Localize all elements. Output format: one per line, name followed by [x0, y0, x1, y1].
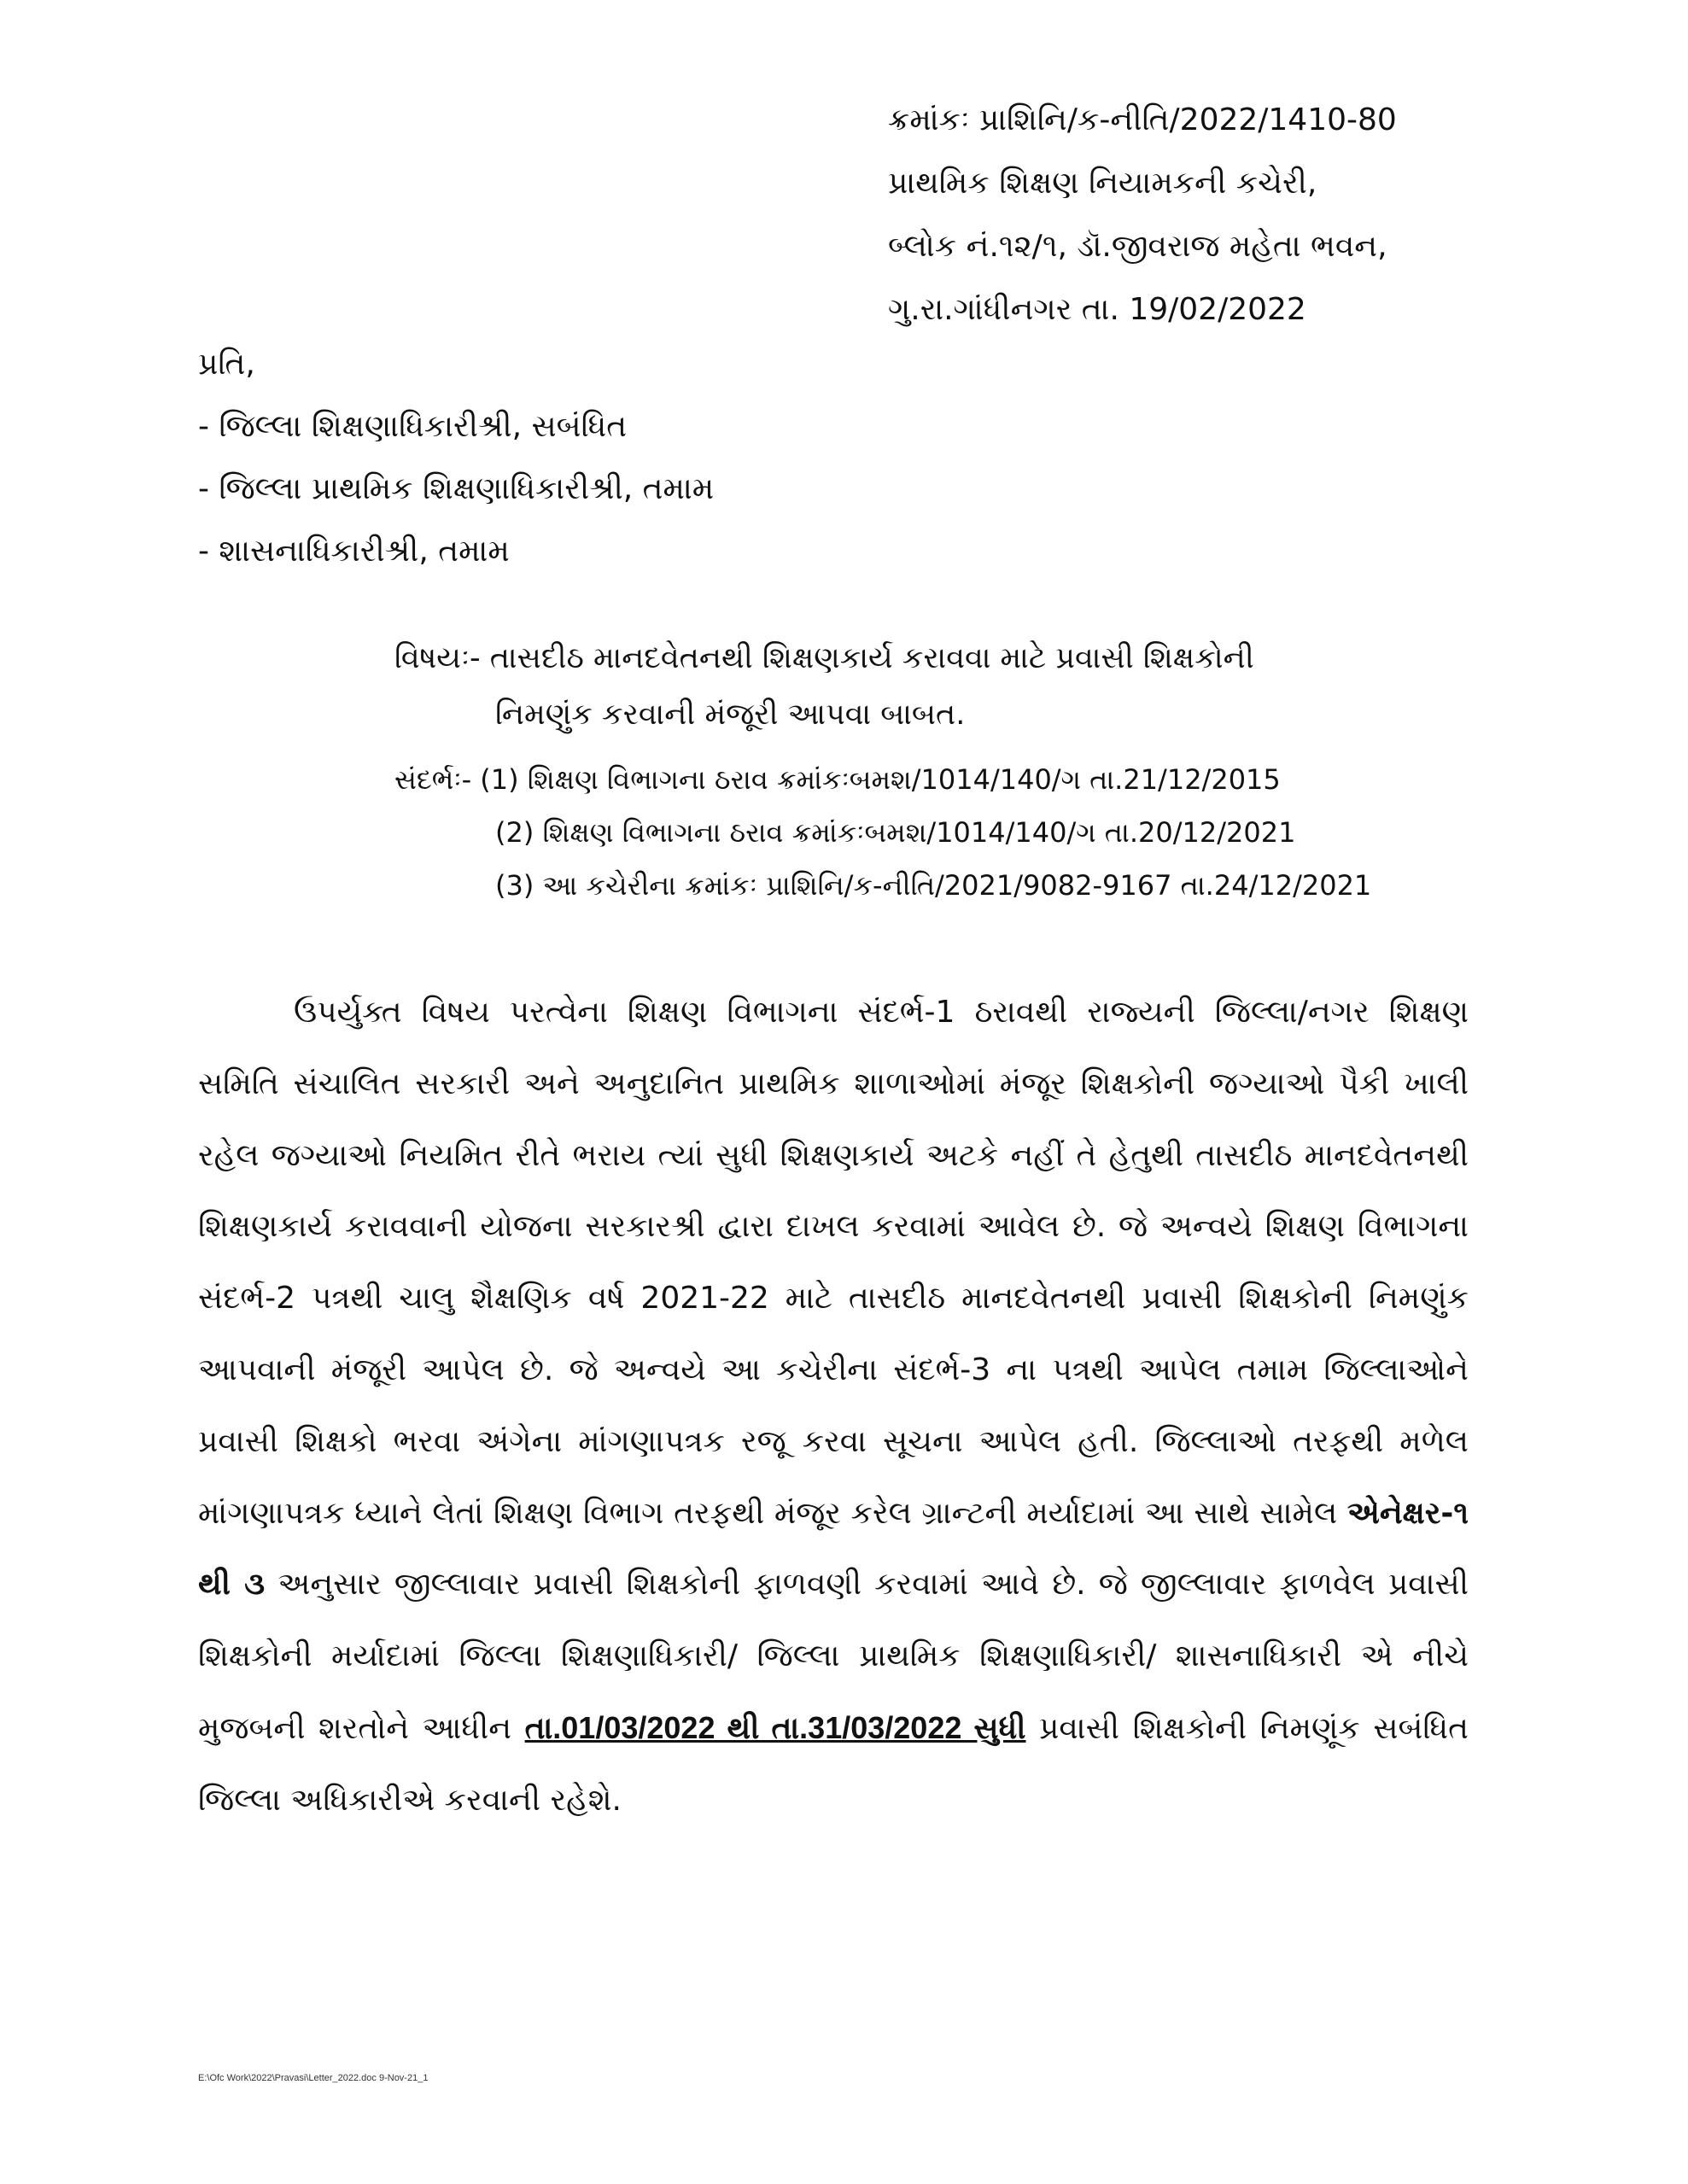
- recipients-block: [198, 333, 1479, 582]
- reference-item: (3) આ કચેરીના ક્રમાંકઃ પ્રાશિનિ/ક-નીતિ/2021/9082-9167 તા.24/12/2021: [495, 869, 1372, 902]
- body-text: ઉપર્યુક્ત વિષય પરત્વેના શિક્ષણ વિભાગના સંદર્ભ-1 ઠરાવથી રાજ્યની જિલ્લા/નગર શિક્ષણ સમિતિ સંચાલિત સરકારી અને અનુદાનિત પ્રાથમિક શાળાઓમાં મંજૂર શિક્ષકોની જગ્યાઓ પૈકી ખાલી રહેલ જગ્યાઓ નિયમિત રીતે ભરાય ત્યાં સુધી શિક્ષણકાર્ય અટકે નહીં તે હેતુથી તાસદીઠ માનદવેતનથી શિક્ષણકાર્ય કરાવવાની યોજના સરકારશ્રી દ્વારા દાખલ કરવામાં આવેલ છે. જે અન્વયે શિક્ષણ વિભાગના સંદર્ભ-2 પત્રથી ચાલુ શૈક્ષણિક વર્ષ 2021-22 માટે તાસદીઠ માનદવેતનથી પ્રવાસી શિક્ષકોની નિમણુંક આપવાની મંજૂરી આપેલ છે. જે અન્વયે આ કચેરીના સંદર્ભ-3 ના પત્રથી આપેલ તમામ જિલ્લાઓને પ્રવાસી શિક્ષકો ભરવા અંગેના માંગણાપત્રક રજૂ કરવા સૂચના આપેલ હતી. જિલ્લાઓ તરફથી મળેલ માંગણાપત્રક ધ્યાને લેતાં શિક્ષણ વિભાગ તરફથી મંજૂર કરેલ ગ્રાન્ટની મર્યાદામાં આ સાથે સામેલ: [198, 995, 1469, 1531]
- reference-item: સંદર્ભઃ- (1) શિક્ષણ વિભાગના ઠરાવ ક્રમાંકઃબમશ/1014/140/ગ તા.21/12/2015: [394, 763, 1281, 796]
- subject-line: વિષયઃ- તાસદીઠ માનદવેતનથી શિક્ષણકાર્ય કરાવવા માટે પ્રવાસી શિક્ષકોની: [394, 641, 1254, 675]
- recipient-item: - શાસનાધિકારીશ્રી, તમામ: [198, 534, 510, 569]
- body-text: અનુસાર જીલ્લાવાર પ્રવાસી શિક્ષકોની ફાળવણી કરવામાં આવે છે. જે જીલ્લાવાર ફાળવેલ પ્રવાસી શિક્ષકોની મર્યાદામાં જિલ્લા શિક્ષણાધિકારી/ જિલ્લા પ્રાથમિક શિક્ષણાધિકારી/ શાસનાધિકારી એ નીચે મુજબની શરતોને આધીન: [198, 1567, 1469, 1746]
- file-path-footer: E:\Ofc Work\2022\Pravasi\Letter_2022.doc 9-Nov-21_1: [198, 2073, 429, 2083]
- recipient-item: - જિલ્લા પ્રાથમિક શિક્ષણાધિકારીશ્રી, તમામ: [198, 471, 715, 506]
- office-name: પ્રાથમિક શિક્ષણ નિયામકની કચેરી,: [888, 166, 1317, 201]
- appointment-period: તા.01/03/2022 થી તા.31/03/2022 સુધી: [524, 1709, 1026, 1745]
- reference-item: (2) શિક્ષણ વિભાગના ઠરાવ ક્રમાંકઃબમશ/1014/140/ગ તા.20/12/2021: [495, 816, 1296, 849]
- recipient-item: - જિલ્લા શિક્ષણાધિકારીશ્રી, સબંધિત: [198, 409, 628, 444]
- place-and-date: ગુ.રા.ગાંધીનગર તા. 19/02/2022: [888, 292, 1306, 327]
- order-number: ક્રમાંકઃ પ્રાશિનિ/ક-નીતિ/2022/1410-80: [888, 102, 1397, 137]
- subject-line-continued: નિમણુંક કરવાની મંજૂરી આપવા બાબત.: [495, 698, 966, 732]
- references-block: [394, 753, 1633, 912]
- subject-block: [394, 630, 1633, 743]
- office-address: બ્લોક નં.૧૨/૧, ડૉ.જીવરાજ મહેતા ભવન,: [888, 229, 1387, 264]
- recipients-salutation: પ્રતિ,: [198, 347, 255, 382]
- letter-header: [888, 89, 1656, 342]
- annexure-reference: એનેક્ષર-૧ થી ૩: [198, 1495, 1469, 1603]
- body-paragraph: [198, 977, 1469, 1837]
- body-text: પ્રવાસી શિક્ષકોની નિમણૂંક સબંધિત જિલ્લા અધિકારીએ કરવાની રહેશે.: [198, 1710, 1469, 1818]
